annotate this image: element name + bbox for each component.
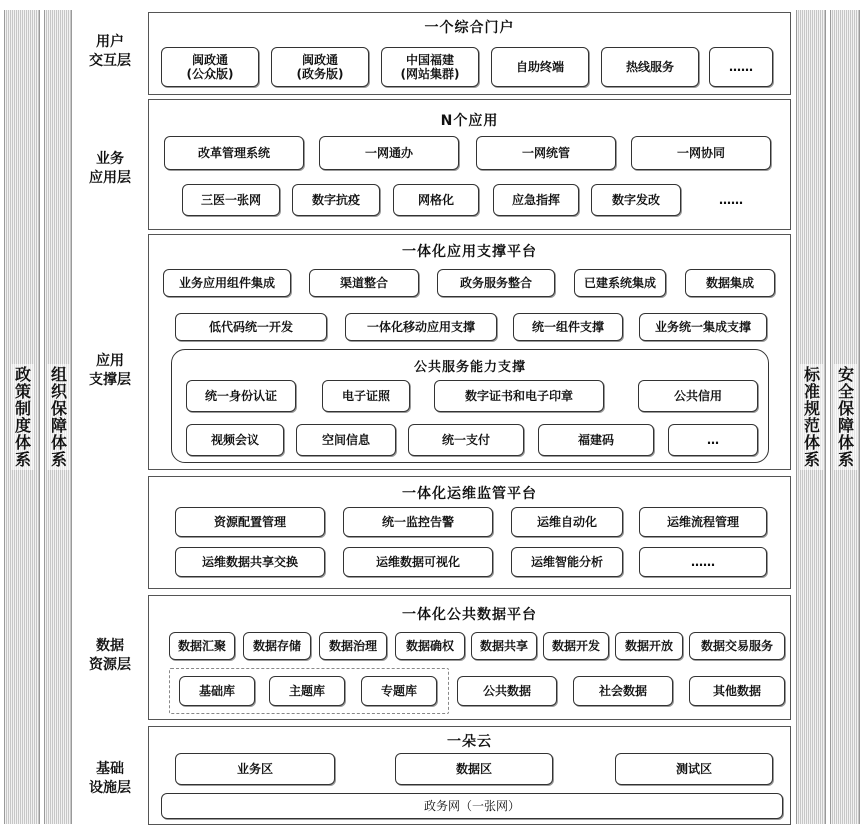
data-library-item[interactable]: 专题库 (361, 676, 437, 706)
org-guarantee-column (44, 10, 72, 824)
public-service-item[interactable]: 统一身份认证 (186, 380, 296, 412)
ops-item[interactable]: 运维数据可视化 (343, 547, 493, 577)
ops-item[interactable]: …… (639, 547, 767, 577)
user-layer-title: 一个综合门户 (424, 20, 515, 36)
app-item[interactable]: 一网协同 (631, 136, 771, 170)
user-layer-label: 用户 交互层 (89, 34, 131, 69)
data-source-item[interactable]: 社会数据 (573, 676, 673, 706)
policy-system-column (4, 10, 40, 824)
infra-layer-label: 基础 设施层 (89, 761, 131, 796)
public-service-item[interactable]: 数字证书和电子印章 (434, 380, 604, 412)
ops-layer-title: 一体化运维监管平台 (402, 486, 537, 502)
government-network[interactable]: 政务网（一张网） (161, 793, 783, 819)
support-item[interactable]: 渠道整合 (309, 269, 419, 297)
ops-item[interactable]: 运维流程管理 (639, 507, 767, 537)
public-service-title: 公共服务能力支撑 (413, 360, 526, 375)
support-item[interactable]: 政务服务整合 (437, 269, 555, 297)
standard-system-label: 标准规范体系 (801, 366, 821, 468)
portal-item[interactable]: 闽政通 (公众版) (161, 47, 259, 87)
support-item[interactable]: 一体化移动应用支撑 (345, 313, 497, 341)
support-layer-title: 一体化应用支撑平台 (402, 244, 537, 260)
data-library-item[interactable]: 基础库 (179, 676, 255, 706)
app-item[interactable]: 一网统管 (476, 136, 616, 170)
app-item[interactable]: …… (699, 184, 763, 216)
app-item[interactable]: 三医一张网 (182, 184, 280, 216)
infra-layer-title: 一朵云 (447, 734, 492, 750)
data-source-item[interactable]: 公共数据 (457, 676, 557, 706)
support-layer-label: 应用 支撑层 (89, 353, 131, 388)
support-item[interactable]: 已建系统集成 (574, 269, 666, 297)
security-system-label: 安全保障体系 (835, 366, 855, 468)
data-source-item[interactable]: 其他数据 (689, 676, 785, 706)
portal-item[interactable]: 自助终端 (491, 47, 589, 87)
app-item[interactable]: 网格化 (393, 184, 479, 216)
ops-item[interactable]: 运维自动化 (511, 507, 623, 537)
app-item[interactable]: 应急指挥 (493, 184, 579, 216)
data-layer-panel (148, 595, 791, 720)
support-item[interactable]: 业务统一集成支撑 (639, 313, 767, 341)
data-library-item[interactable]: 主题库 (269, 676, 345, 706)
support-item[interactable]: 低代码统一开发 (175, 313, 327, 341)
public-service-item[interactable]: 公共信用 (638, 380, 758, 412)
user-layer-panel (148, 12, 791, 95)
public-service-item[interactable]: 统一支付 (408, 424, 524, 456)
data-function-item[interactable]: 数据开放 (615, 632, 683, 660)
support-item[interactable]: 统一组件支撑 (513, 313, 623, 341)
data-function-item[interactable]: 数据治理 (319, 632, 387, 660)
public-service-item[interactable]: 空间信息 (296, 424, 396, 456)
security-system-column (830, 10, 860, 824)
support-item[interactable]: 业务应用组件集成 (163, 269, 291, 297)
portal-item[interactable]: 中国福建 (网站集群) (381, 47, 479, 87)
cloud-zone[interactable]: 测试区 (615, 753, 773, 785)
standard-system-column (796, 10, 826, 824)
app-item[interactable]: 一网通办 (319, 136, 459, 170)
ops-item[interactable]: 统一监控告警 (343, 507, 493, 537)
public-service-group (171, 349, 769, 463)
portal-item[interactable]: 闽政通 (政务版) (271, 47, 369, 87)
data-function-item[interactable]: 数据存储 (243, 632, 311, 660)
business-layer-panel (148, 99, 791, 230)
business-layer-label: 业务 应用层 (89, 151, 131, 186)
app-item[interactable]: 改革管理系统 (164, 136, 304, 170)
cloud-zone[interactable]: 数据区 (395, 753, 553, 785)
ops-item[interactable]: 资源配置管理 (175, 507, 325, 537)
data-function-item[interactable]: 数据汇聚 (169, 632, 235, 660)
portal-item[interactable]: …… (709, 47, 773, 87)
data-function-item[interactable]: 数据开发 (543, 632, 609, 660)
support-layer-panel (148, 234, 791, 470)
public-service-item[interactable]: 福建码 (538, 424, 654, 456)
cloud-zone[interactable]: 业务区 (175, 753, 335, 785)
data-layer-label: 数据 资源层 (89, 638, 131, 673)
ops-layer-panel (148, 476, 791, 589)
portal-item[interactable]: 热线服务 (601, 47, 699, 87)
data-function-item[interactable]: 数据确权 (395, 632, 465, 660)
ops-item[interactable]: 运维数据共享交换 (175, 547, 325, 577)
business-layer-title: N个应用 (440, 113, 499, 129)
ops-item[interactable]: 运维智能分析 (511, 547, 623, 577)
public-service-item[interactable]: 视频会议 (186, 424, 284, 456)
app-item[interactable]: 数字发改 (591, 184, 681, 216)
data-function-item[interactable]: 数据共享 (471, 632, 537, 660)
infra-layer-panel (148, 726, 791, 825)
public-service-item[interactable]: 电子证照 (322, 380, 410, 412)
org-guarantee-label: 组织保障体系 (48, 366, 68, 468)
data-function-item[interactable]: 数据交易服务 (689, 632, 785, 660)
data-layer-title: 一体化公共数据平台 (402, 607, 537, 623)
policy-system-label: 政策制度体系 (12, 366, 32, 468)
app-item[interactable]: 数字抗疫 (292, 184, 380, 216)
public-service-item[interactable]: … (668, 424, 758, 456)
support-item[interactable]: 数据集成 (685, 269, 775, 297)
